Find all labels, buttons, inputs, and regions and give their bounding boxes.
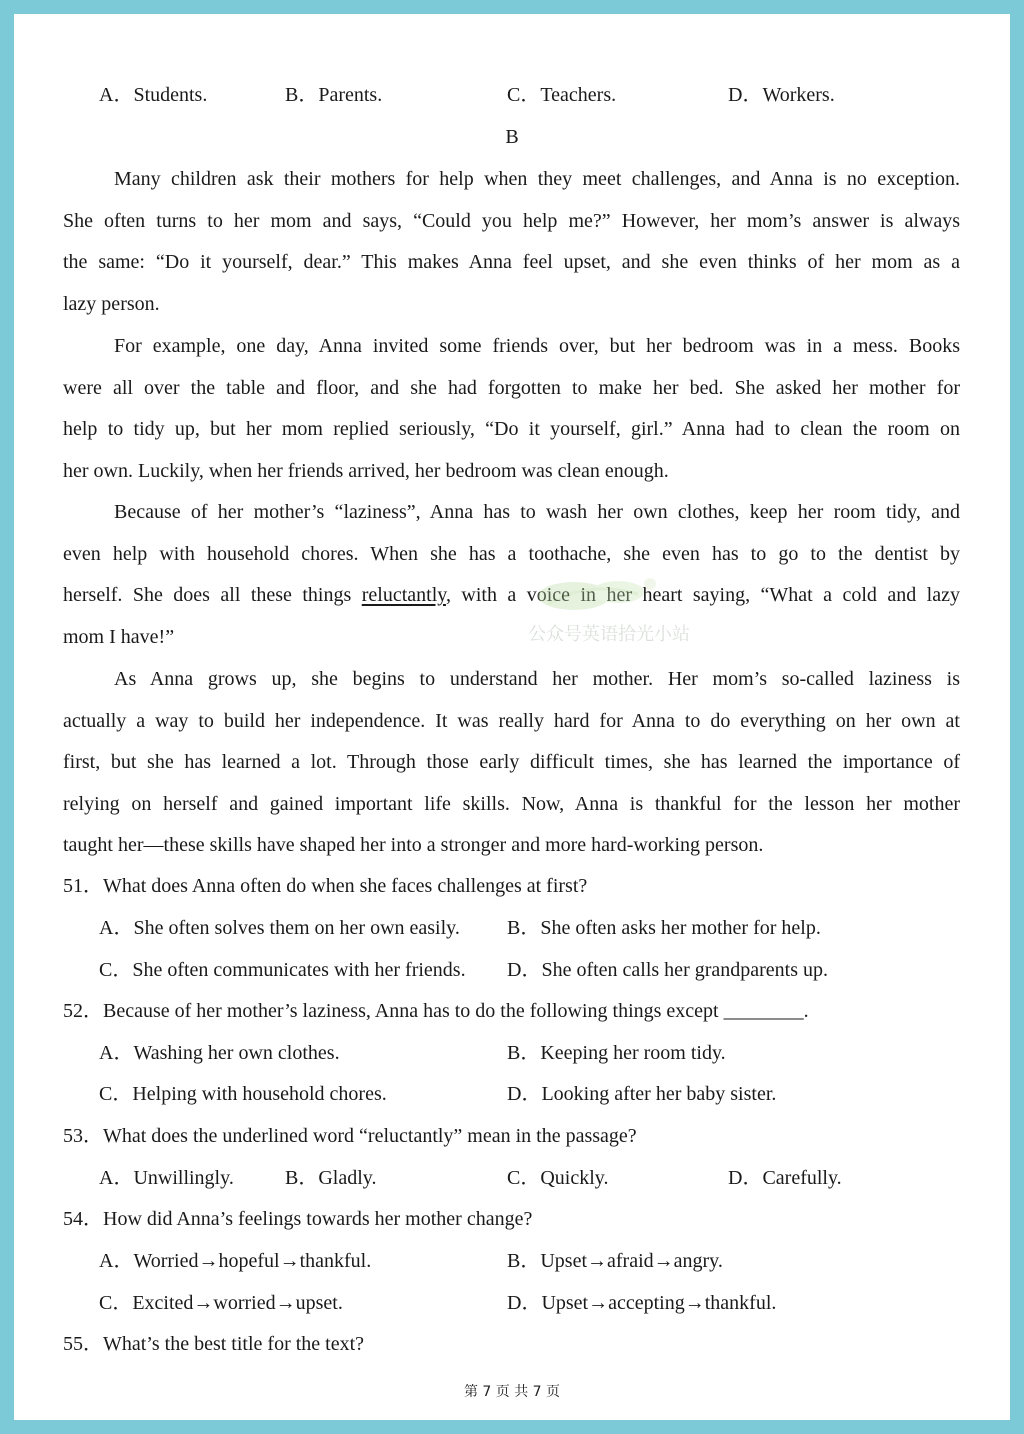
paragraph-line: She often turns to her mom and says, “Could you help me?” However, her mom’s answer is always [63, 209, 960, 232]
question-53-stem: 53．What does the underlined word “reluctantly” mean in the passage? [63, 1125, 637, 1147]
text-run: , with a voice in her heart saying, “What a cold and lazy [445, 584, 960, 607]
q50-option-b: B．Parents. [285, 84, 383, 106]
passage-paragraph-1 [63, 169, 960, 335]
q53-option-c: C．Quickly. [507, 1167, 609, 1189]
q51-option-c: C．She often communicates with her friends. [99, 959, 466, 981]
q52-option-c: C．Helping with household chores. [99, 1083, 387, 1105]
q50-option-d: D．Workers. [728, 84, 835, 106]
paragraph-line: lazy person. [63, 292, 160, 315]
paragraph-line [63, 585, 960, 627]
paragraph-line: As Anna grows up, she begins to understand her mother. Her mom’s so-called laziness is [114, 668, 960, 690]
passage-paragraph-3 [63, 502, 960, 668]
q54-option-c: C．Excited→worried→upset. [99, 1292, 343, 1314]
watermark-text: 公众号英语拾光小站 [528, 624, 690, 645]
question-55-stem: 55．What’s the best title for the text? [63, 1333, 365, 1355]
paragraph-line: the same: “Do it yourself, dear.” This makes Anna feel upset, and she even thinks of her mom as a [63, 251, 960, 274]
paragraph-line: even help with household chores. When she has a toothache, she even has to go to the dentist by [63, 542, 960, 565]
section-label: B [505, 126, 519, 148]
q53-option-d: D．Carefully. [728, 1167, 842, 1189]
paragraph-line: Because of her mother’s “laziness”, Anna has to wash her own clothes, keep her room tidy, and [114, 501, 960, 523]
q51-option-a: A．She often solves them on her own easily. [99, 917, 460, 939]
paragraph-line: mom I have!” [63, 625, 175, 648]
passage-paragraph-4 [63, 669, 960, 877]
question-54-stem: 54．How did Anna’s feelings towards her mother change? [63, 1208, 533, 1230]
paragraph-line: were all over the table and floor, and she had forgotten to make her bed. She asked her mother for [63, 376, 960, 399]
q51-option-b: B．She often asks her mother for help. [507, 917, 821, 939]
q53-option-a: A．Unwillingly. [99, 1167, 234, 1189]
passage-paragraph-2 [63, 336, 960, 502]
q51-option-d: D．She often calls her grandparents up. [507, 959, 829, 981]
text-run: herself. She does all these things [63, 584, 362, 607]
q52-option-d: D．Looking after her baby sister. [507, 1083, 777, 1105]
exam-page [14, 14, 1010, 1420]
q50-option-c: C．Teachers. [507, 84, 617, 106]
q52-option-b: B．Keeping her room tidy. [507, 1042, 726, 1064]
paragraph-line: relying on herself and gained important life skills. Now, Anna is thankful for the lesson her mother [63, 792, 960, 815]
question-52-stem: 52．Because of her mother’s laziness, Anna has to do the following things except ________. [63, 1000, 809, 1022]
paragraph-line: help to tidy up, but her mom replied seriously, “Do it yourself, girl.” Anna had to clean the room on [63, 418, 960, 441]
q52-option-a: A．Washing her own clothes. [99, 1042, 340, 1064]
q53-option-b: B．Gladly. [285, 1167, 377, 1189]
paragraph-line: taught her—these skills have shaped her into a stronger and more hard-working person. [63, 834, 764, 857]
q54-option-d: D．Upset→accepting→thankful. [507, 1292, 777, 1314]
paragraph-line: For example, one day, Anna invited some friends over, but her bedroom was in a mess. Books [114, 335, 960, 357]
paragraph-line: actually a way to build her independence. It was really hard for Anna to do everything on her own at [63, 709, 960, 732]
page-footer: 第 7 页 共 7 页 [463, 1384, 561, 1400]
underlined-word: reluctantly [361, 584, 446, 607]
question-51-stem: 51．What does Anna often do when she faces challenges at first? [63, 875, 588, 897]
q50-option-a: A．Students. [99, 84, 208, 106]
paragraph-line: her own. Luckily, when her friends arrived, her bedroom was clean enough. [63, 459, 669, 482]
paragraph-line: Many children ask their mothers for help when they meet challenges, and Anna is no exception. [114, 168, 960, 190]
q54-option-b: B．Upset→afraid→angry. [507, 1250, 723, 1272]
q54-option-a: A．Worried→hopeful→thankful. [99, 1250, 372, 1272]
paragraph-line: first, but she has learned a lot. Through those early difficult times, she has learned the importance of [63, 751, 960, 774]
